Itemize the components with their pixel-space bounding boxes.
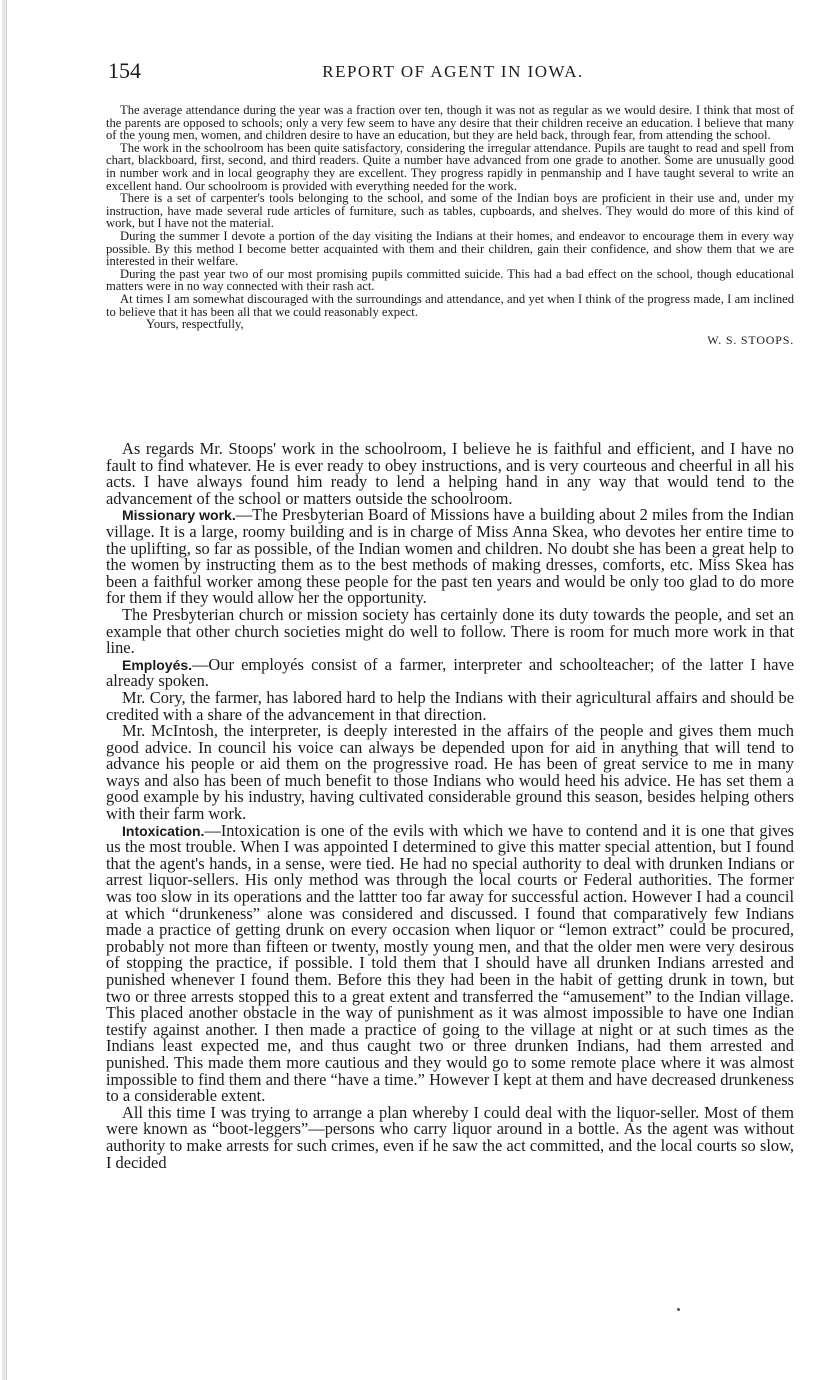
quoted-letter bbox=[106, 104, 794, 346]
section-text: —The Presbyterian Board of Missions have a building about 2 miles from the Indian village. It is a large, roomy building and is in charge of Miss Anna Skea, who devotes her entire time to the uplifting, so far as possible, of the Indian women and children. No doubt she has been a great help to the women by instructing them as to the best methods of making dresses, comforts, etc. Miss Skea has been a faithful worker among these people for the past ten years and would be only too glad to do more for them if they would allow her the opportunity. bbox=[106, 505, 794, 608]
letter-paragraph: The work in the schoolroom has been quite satisfactory, considering the irregular attendance. Pupils are taught to read and spell from chart, blackboard, first, second, and third readers. Quite a number have advanced from one grade to another. Some are unusually good in number work and in local geography they are excellent. They progress rapidly in penmanship and I have taught several to write an excellent hand. Our schoolroom is provided with everything needed for the work. bbox=[106, 140, 794, 193]
letter-paragraph: There is a set of carpenter's tools belonging to the school, and some of the Indian boys are proficient in their use and, under my instruction, have made several rude articles of furniture, such as tables, cupboards, and shelves. They would do more of this kind of work, but I have not the material. bbox=[106, 191, 794, 231]
body-paragraph: Mr. McIntosh, the interpreter, is deeply interested in the affairs of the people and gives them much good advice. In council his voice can always be depended upon for aid in anything that will tend to advance his people or aid them on the progressive road. He has been of great service to me in many ways and also has been of much benefit to those Indians who would heed his advice. He has set them a good example by his industry, having cultivated considerable ground this season, besides helping others with their farm work. bbox=[106, 721, 794, 824]
letter-paragraph: At times I am somewhat discouraged with the surroundings and attendance, and yet when I think of the progress made, I am inclined to believe that it has been all that we could reasonably expect. bbox=[106, 291, 794, 319]
running-head: REPORT OF AGENT IN IOWA. bbox=[322, 62, 584, 81]
report-body bbox=[106, 441, 794, 1171]
letter-paragraph: The average attendance during the year was a fraction over ten, though it was not as regular as we would desire. I think that most of the parents are opposed to schools; only a very few seem to have any desire that their children receive an education. I believe that many of the young men, women, and children desire to have an education, but they are held back, through fear, from attending the school. bbox=[106, 103, 794, 143]
page-edge bbox=[2, 0, 7, 1380]
section-missionary bbox=[106, 507, 794, 607]
section-employes bbox=[106, 654, 794, 691]
body-paragraph: As regards Mr. Stoops' work in the schoolroom, I believe he is faithful and efficient, and I have no fault to find whatever. He is ever ready to obey instructions, and is very courteous and cheerful in all his acts. I have always found him ready to lend a helping hand in any way that would tend to the advancement of the school or matters outside the schoolroom. bbox=[106, 439, 794, 508]
section-heading: Missionary work. bbox=[122, 507, 236, 524]
body-paragraph: The Presbyterian church or mission society has certainly done its duty towards the people, and set an example that other church societies might do well to follow. There is room for much more work in that line. bbox=[106, 604, 794, 658]
letter-closing: Yours, respectfully, bbox=[146, 317, 244, 332]
body-paragraph: Mr. Cory, the farmer, has labored hard to help the Indians with their agricultural affairs and should be credited with a share of the advancement in that direction. bbox=[106, 687, 794, 724]
print-speck bbox=[677, 1308, 680, 1311]
body-paragraph: All this time I was trying to arrange a plan whereby I could deal with the liquor-seller. Most of them were known as “boot-leggers”—persons who carry liquor around in a bottle. As the agent was without authority to make arrests for such crimes, even if he saw the act committed, and the local courts so slow, I decided bbox=[106, 1102, 794, 1172]
letter-paragraph: During the past year two of our most promising pupils committed suicide. This had a bad effect on the school, though educational matters were in no way connected with their rash act. bbox=[106, 266, 794, 294]
letter-paragraph: During the summer I devote a portion of the day visiting the Indians at their homes, and endeavor to encourage them in every way possible. By this method I become better acquainted with them and their children, gain their confidence, and show them that we are interested in their welfare. bbox=[106, 228, 794, 269]
page-header bbox=[108, 58, 798, 86]
section-text: —Our employés consist of a farmer, interpreter and schoolteacher; of the latter I have already spoken. bbox=[106, 654, 794, 691]
section-heading: Intoxication. bbox=[122, 822, 205, 839]
section-text: —Intoxication is one of the evils with which we have to contend and it is one that gives us the most trouble. When I was appointed I determined to give this matter special attention, but I found that the agent's hands, in a sense, were tied. He had no special authority to deal with drunken Indians or arrest liquor-sellers. His only method was through the local courts or Federal authorities. The former was too slow in its operations and the lattter too far away for successful action. However I had a council at which “drunkeness” alone was considered and discussed. I found that comparatively few Indians made a practice of getting drunk on every occasion when liquor or “lemon extract” could be procured, probably not more than fifteen or twenty, mostly young men, and that the older men were very desirous of stopping the practice, if possible. I told them that I should have all drunken Indians arrested and punished whenever I found them. Before this they had been in the habit of getting drunk in town, but two or three arrests stopped this to a great extent and transferred the “amusement” to the Indian village. This placed another obstacle in the way of punishment as it was almost impossible to have one Indian testify against another. I then made a practice of going to the village at night or at such times as the Indians least expected me, and thus caught two or three drunken Indians, had them arrested and punished. This made them more cautious and they would go to some remote place where it was almost impossible to find them and there “have a time.” However I kept at them and have decreased drunkeness to a considerable extent. bbox=[106, 820, 794, 1106]
section-heading: Employés. bbox=[122, 656, 193, 673]
page-number: 154 bbox=[108, 58, 141, 83]
letter-signature: W. S. STOOPS. bbox=[707, 332, 794, 347]
section-intoxication bbox=[106, 820, 794, 1106]
